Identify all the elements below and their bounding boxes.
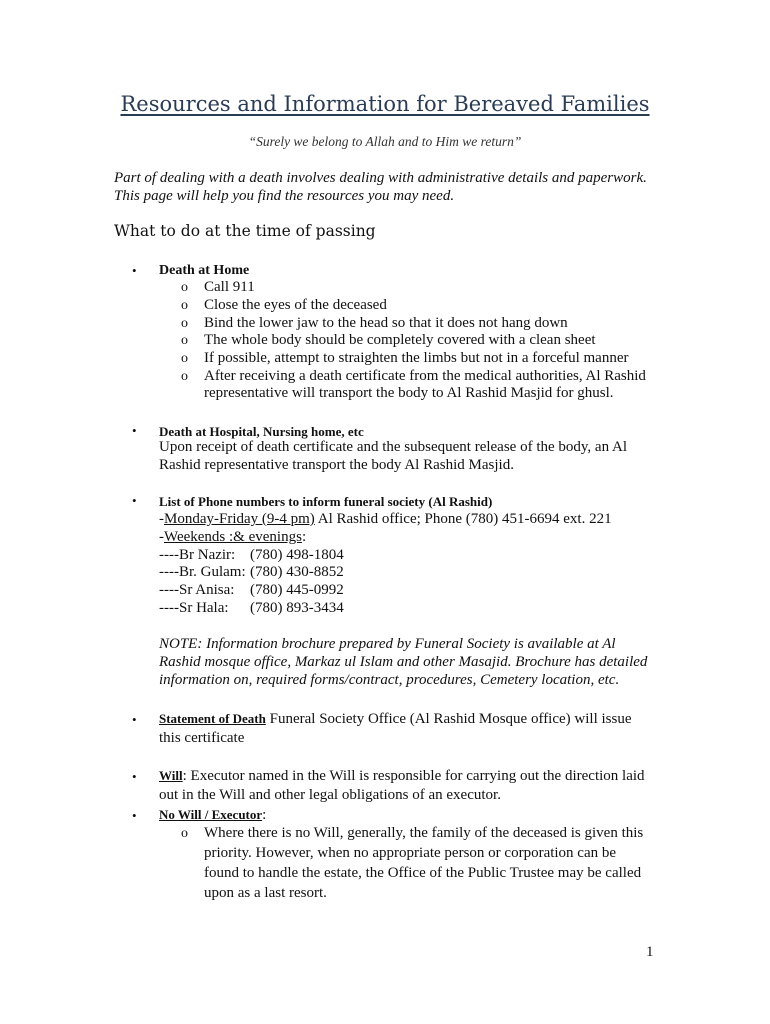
hospital-line: Rashid representative transport the body Al Rashid Masjid. <box>159 457 514 473</box>
contact-name: ----Sr Hala: <box>159 600 229 616</box>
contact-name: ----Br Nazir: <box>159 547 236 563</box>
list-item: The whole body should be completely covered with a clean sheet <box>204 332 596 348</box>
statement-line <box>159 710 632 729</box>
contact-phone: (780) 893-3434 <box>250 600 344 616</box>
hospital-line: Upon receipt of death certificate and the subsequent release of the body, an Al <box>159 439 628 455</box>
will-line-2: out in the Will and other legal obligations of an executor. <box>159 787 501 803</box>
no-will-text-line: priority. However, when no appropriate person or corporation can be <box>204 845 617 861</box>
no-will-suffix: : <box>262 807 267 823</box>
list-item-continuation: representative will transport the body to Al Rashid Masjid for ghusl. <box>204 385 614 401</box>
list-item: Call 911 <box>204 279 255 295</box>
list-item: Close the eyes of the deceased <box>204 297 387 313</box>
no-will-label: No Will / Executor <box>159 807 263 822</box>
intro-line: This page will help you find the resources you may need. <box>114 188 455 204</box>
bullet-icon: • <box>132 423 137 438</box>
weekday-details: Al Rashid office; Phone (780) 451-6694 ext. 221 <box>314 511 612 527</box>
no-will-text-line: Where there is no Will, generally, the family of the deceased is given this <box>204 825 644 841</box>
section-heading: What to do at the time of passing <box>114 222 376 240</box>
intro-line: Part of dealing with a death involves dealing with administrative details and paperwork. <box>114 170 647 186</box>
death-at-hospital-title: Death at Hospital, Nursing home, etc <box>159 424 364 439</box>
contact-name: ----Sr Anisa: <box>159 582 235 598</box>
phone-list-title: List of Phone numbers to inform funeral society (Al Rashid) <box>159 494 493 509</box>
contact-phone: (780) 498-1804 <box>250 547 344 563</box>
sub-bullet-icon: o <box>181 316 188 331</box>
sub-bullet-icon: o <box>181 280 188 295</box>
bullet-icon: • <box>132 808 137 823</box>
weekend-line <box>159 529 306 547</box>
list-item: If possible, attempt to straighten the limbs but not in a forceful manner <box>204 350 629 366</box>
will-text: : Executor named in the Will is responsible for carrying out the direction laid <box>182 768 645 784</box>
contact-phone: (780) 430-8852 <box>250 564 344 580</box>
no-will-line <box>159 806 266 825</box>
intro-paragraph <box>114 169 674 205</box>
weekday-label: Monday-Friday (9-4 pm) <box>164 511 315 527</box>
bullet-icon: • <box>132 769 137 784</box>
bullet-icon: • <box>132 263 137 278</box>
sub-bullet-icon: o <box>181 298 188 313</box>
quote: “Surely we belong to Allah and to Him we return” <box>248 134 522 149</box>
statement-line-2: this certificate <box>159 730 245 746</box>
sub-bullet-icon: o <box>181 826 188 841</box>
death-at-home-title: Death at Home <box>159 263 250 278</box>
page-number: 1 <box>646 944 654 960</box>
statement-text: Funeral Society Office (Al Rashid Mosque office) will issue <box>265 711 632 727</box>
note-line: Rashid mosque office, Markaz ul Islam and other Masajid. Brochure has detailed <box>159 654 648 670</box>
statement-label: Statement of Death <box>159 711 266 726</box>
note-line: NOTE: Information brochure prepared by Funeral Society is available at Al <box>159 636 616 652</box>
will-label: Will <box>159 768 183 783</box>
no-will-text-line: found to handle the estate, the Office of the Public Trustee may be called <box>204 865 642 881</box>
weekend-prefix: - <box>159 529 164 545</box>
will-line <box>159 767 645 786</box>
note-line: information on, required forms/contract, procedures, Cemetery location, etc. <box>159 672 620 688</box>
sub-bullet-icon: o <box>181 351 188 366</box>
list-item: After receiving a death certificate from the medical authorities, Al Rashid <box>204 368 646 384</box>
weekday-prefix: - <box>159 511 164 527</box>
contact-name: ----Br. Gulam: <box>159 564 246 580</box>
bullet-icon: • <box>132 712 137 727</box>
bullet-icon: • <box>132 493 137 508</box>
weekend-suffix: : <box>301 529 307 545</box>
weekend-label: Weekends :& evenings <box>164 529 302 545</box>
page-title: Resources and Information for Bereaved Families <box>120 92 650 116</box>
sub-bullet-icon: o <box>181 369 188 384</box>
no-will-text-line: upon as a last resort. <box>204 885 327 901</box>
weekday-line <box>159 511 612 529</box>
list-item: Bind the lower jaw to the head so that it does not hang down <box>204 315 568 331</box>
sub-bullet-icon: o <box>181 333 188 348</box>
contact-phone: (780) 445-0992 <box>250 582 344 598</box>
